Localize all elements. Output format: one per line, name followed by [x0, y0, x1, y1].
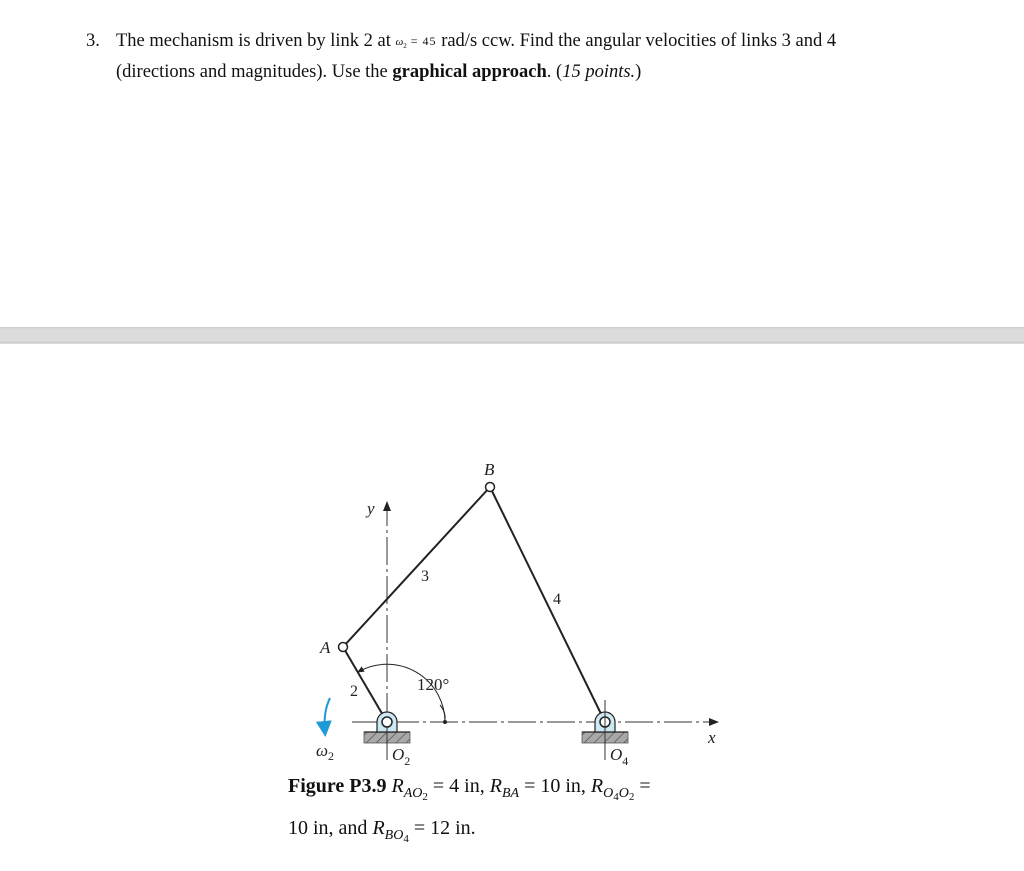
label-y-axis: y [367, 499, 375, 518]
problem-text: rad/s ccw. Find the angular velocities of links 3 and 4 [436, 31, 837, 51]
problem-text: (directions and magnitudes). Use the [116, 62, 393, 82]
label-o2: $O_2$ [392, 745, 411, 768]
label-angle: 120° [417, 675, 450, 694]
angle-reference-dot [443, 720, 447, 724]
omega2-arrow-icon [325, 698, 330, 733]
label-omega2: $\omega_2$ [316, 741, 335, 763]
problem-text: . ( [546, 62, 563, 82]
caption-line-1: Figure P3.9 $R_{AO_2} = 4$ in, $R_{BA} = 10$ in, $R_{O_4O_2}$ = [288, 775, 651, 803]
omega-value: = 45 [406, 34, 437, 48]
link-3 [343, 487, 490, 647]
label-o4: $O_4$ [610, 745, 629, 768]
caption-line-2: 10 in, and $R_{BO_4} = 12$ in. [288, 817, 476, 845]
pivot-o2-pin [382, 717, 392, 727]
omega-symbol: $\omega_2$ [395, 36, 407, 51]
problem-text: The mechanism is driven by link 2 at [116, 31, 396, 51]
problem-number: 3. [86, 31, 100, 51]
label-b: B [484, 460, 495, 479]
figure-caption [288, 771, 651, 855]
joint-b [486, 483, 495, 492]
label-link-2: 2 [350, 683, 358, 700]
label-link-3: 3 [421, 568, 429, 585]
emphasis-text: graphical approach [392, 62, 547, 82]
joint-a [339, 643, 348, 652]
link-4 [490, 487, 605, 722]
label-x-axis: x [708, 728, 716, 747]
problem-text: ) [635, 62, 642, 82]
label-a: A [320, 638, 331, 657]
figure-label: Figure P3.9 [288, 775, 387, 797]
label-link-4: 4 [553, 591, 561, 608]
points-text: 15 points. [562, 62, 636, 82]
